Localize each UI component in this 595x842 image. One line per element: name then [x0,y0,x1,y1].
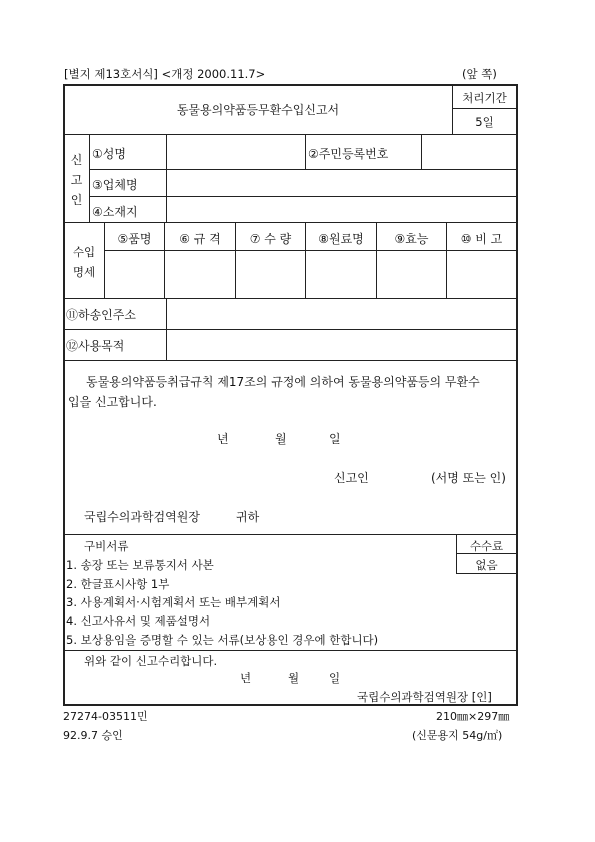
footer-paper: (신문용지 54g/㎡) [412,729,503,742]
form-title: 동물용의약품등무환수입신고서 [176,103,340,117]
documents-title: 구비서류 [84,539,129,553]
frame-top [63,84,518,86]
declarant-label: 신고인 [334,471,369,485]
acceptance-date-month: 월 [288,671,300,685]
acceptance-date-day: 일 [329,671,341,685]
column-ingredient: ⑧원료명 [318,232,364,246]
address-label: ④소재지 [92,205,138,219]
fee-label: 수수료 [469,539,504,553]
declaration-date-day: 일 [329,432,341,446]
processing-period-value: 5일 [475,115,494,129]
footer-size: 210㎜×297㎜ [436,710,510,723]
page-side: (앞 쪽) [462,67,497,81]
column-specification: ⑥ 규 격 [179,232,221,246]
footer-approval: 92.9.7 승인 [63,729,123,742]
declaration-date-year: 년 [217,432,229,446]
signature-label: (서명 또는 인) [431,471,506,485]
purpose-label: ⑫사용목적 [66,339,125,353]
frame-right [516,84,518,706]
declaration-line-2: 입을 신고합니다. [68,395,157,409]
shipper-address-label: ⑪하송인주소 [66,308,136,322]
document-item: 1. 송장 또는 보류통지서 사본 [66,558,214,572]
name-label: ①성명 [92,147,126,161]
acceptance-text: 위와 같이 신고수리합니다. [84,654,218,668]
footer-code: 27274-03511민 [63,710,148,723]
document-item: 3. 사용계획서·시험계획서 또는 배부계획서 [66,595,281,609]
applicant-section-label: 신 고 인 [70,153,83,207]
recipient-suffix: 귀하 [236,510,260,524]
acceptance-authority: 국립수의과학검역원장 [인] [357,690,492,704]
document-item: 5. 보상용임을 증명할 수 있는 서류(보상용인 경우에 한합니다) [66,633,379,647]
resident-number-label: ②주민등록번호 [308,147,389,161]
import-details-section-label: 수입 명세 [72,245,96,279]
document-item: 2. 한글표시사항 1부 [66,577,170,591]
recipient: 국립수의과학검역원장 [84,510,200,524]
name-field[interactable] [170,145,300,161]
column-product-name: ⑤품명 [117,232,152,246]
company-label: ③업체명 [92,178,138,192]
company-field[interactable] [170,176,510,192]
document-item: 4. 신고사유서 및 제품설명서 [66,614,211,628]
acceptance-date-year: 년 [240,671,252,685]
declaration-line-1: 동물용의약품등취급규칙 제17조의 규정에 의하여 동물용의약품등의 무환수 [86,375,480,389]
column-quantity: ⑦ 수 량 [249,232,292,246]
processing-period-label: 처리기간 [462,91,507,105]
address-field[interactable] [170,203,510,219]
column-efficacy: ⑨효능 [394,232,429,246]
resident-number-field[interactable] [425,145,513,161]
fee-value: 없음 [475,558,498,572]
form-number: [별지 제13호서식] <개정 2000.11.7> [64,67,266,81]
declaration-date-month: 월 [275,432,287,446]
column-remarks: ⑩ 비 고 [460,232,503,246]
